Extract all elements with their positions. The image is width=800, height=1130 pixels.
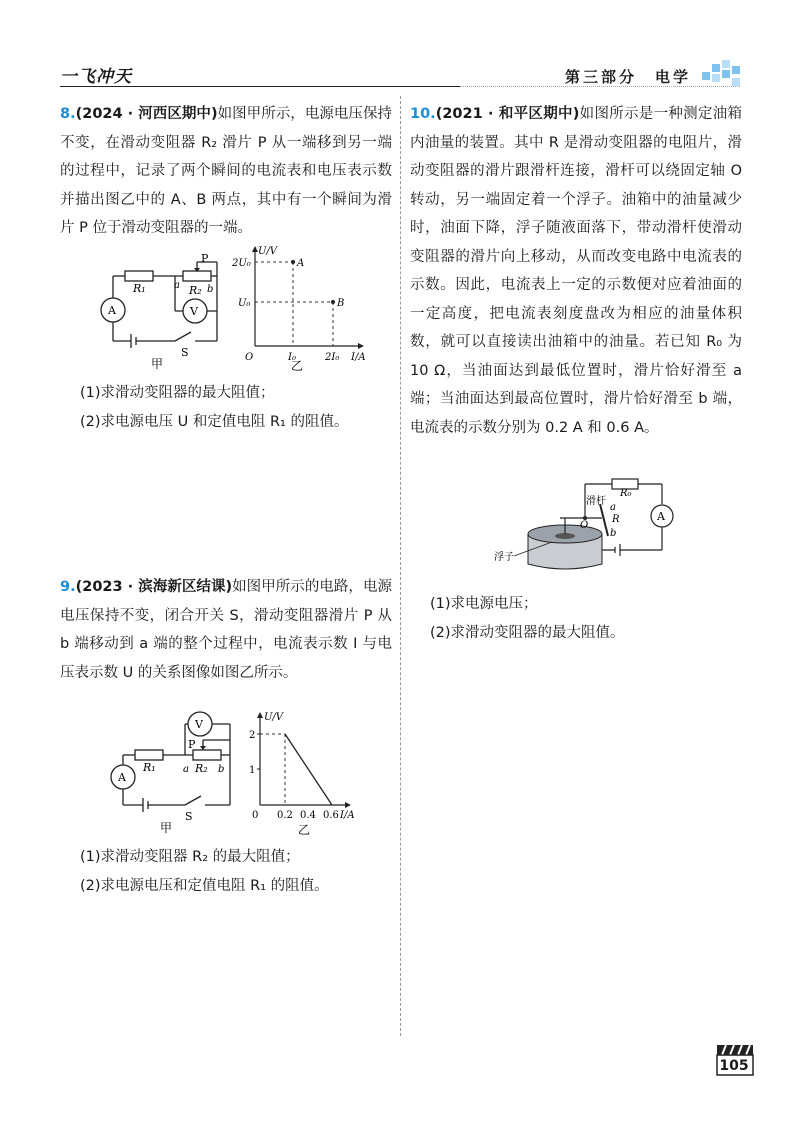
p9-question-1: (1)求滑动变阻器 R₂ 的最大阻值；: [80, 849, 300, 865]
ammeter-label: A: [108, 304, 116, 317]
switch-label: S: [181, 346, 189, 359]
column-divider: [400, 96, 401, 1036]
tick-0.6: 0.6: [323, 810, 339, 821]
p9-figures: [105, 710, 375, 840]
label-R2: R₂: [189, 284, 202, 297]
problem-9: [60, 573, 392, 687]
tick-1: 1: [249, 765, 256, 776]
y-axis-label: U/V: [264, 712, 284, 723]
tick-I0: I₀: [288, 352, 296, 363]
label-R2: R₂: [195, 762, 208, 775]
p8-question-2: (2)求电源电压 U 和定值电阻 R₁ 的阻值。: [80, 414, 349, 430]
graph-line: [285, 734, 332, 805]
label-b: b: [207, 284, 214, 295]
point-B: [331, 300, 335, 304]
tick-U0: U₀: [238, 298, 251, 309]
p10-question-1: (1)求电源电压；: [430, 596, 538, 612]
figure-label-yi: 乙: [298, 823, 311, 837]
label-R: R: [612, 514, 620, 525]
voltmeter-label: V: [195, 718, 203, 731]
problem-text: 如图甲所示的电路，电源电压保持不变，闭合开关 S，滑动变阻器滑片 P 从 b 端移动到 a 端的整个过程中，电流表示数 I 与电压表示数 U 的关系图像如图乙所示。: [60, 579, 392, 681]
decorative-squares-icon: [700, 58, 742, 88]
header-rule: [60, 86, 460, 87]
p10-oil-gauge-figure: [490, 476, 690, 576]
label-float: 浮子: [494, 552, 514, 563]
figure-label-jia: 甲: [160, 821, 173, 835]
label-R0: R₀: [620, 488, 632, 499]
problem-text: 如图所示是一种测定油箱内油量的装置。其中 R 是滑动变阻器的电阻片，滑动变阻器的滑片跟滑杆连接，滑杆可以绕固定轴 O 转动，另一端固定着一个浮子。油箱中的油量减少时，油面下降，浮子随液面落下，带动滑杆使滑动变阻器的滑片向上移动，从而改变电路中电流表的示数。因此，电流表上一定的示数便对应着油面的一定高度，把电流表刻度盘改为相应的油量体积数，就可以直接读出油箱中的油量。若已知 R₀ 为10 Ω，当油面达到最低位置时，滑片恰好滑至 a 端；当油面达到最高位置时，滑片恰好滑至 b 端，电流表的示数分别为 0.2 A 和 0.6 A。: [410, 106, 743, 436]
x-axis-label: I/A: [340, 810, 355, 821]
point-B-label: B: [337, 298, 345, 309]
voltmeter-label: V: [190, 305, 198, 318]
label-b: b: [610, 528, 617, 539]
label-a: a: [183, 764, 189, 775]
label-R1: R₁: [143, 761, 156, 774]
problem-number: 9.: [60, 579, 76, 595]
label-R1: R₁: [133, 282, 146, 295]
section-title: 第三部分 电学: [565, 68, 692, 86]
point-A: [291, 260, 295, 264]
p9-circuit-diagram: [111, 712, 230, 812]
tick-0.2: 0.2: [277, 810, 293, 821]
y-axis-label: U/V: [258, 246, 278, 257]
tick-2I0: 2I₀: [325, 352, 340, 363]
p10-question-2: (2)求滑动变阻器的最大阻值。: [430, 625, 625, 641]
label-P: P: [201, 252, 209, 265]
problem-8: [60, 100, 392, 243]
label-rod: 滑杆: [586, 496, 606, 507]
p8-figures: [95, 246, 395, 376]
problem-source: (2023 · 滨海新区结课): [75, 579, 233, 595]
tick-0.4: 0.4: [300, 810, 316, 821]
figure-label-yi: 乙: [291, 359, 304, 373]
p8-circuit-diagram: [101, 262, 217, 348]
page-number: 105: [719, 1058, 749, 1074]
p9-question-2: (2)求电源电压和定值电阻 R₁ 的阻值。: [80, 878, 329, 894]
label-a: a: [174, 280, 180, 291]
problem-source: (2021 · 和平区期中): [435, 106, 580, 122]
point-A-label: A: [297, 258, 305, 269]
label-O: O: [580, 520, 589, 531]
ammeter-label: A: [118, 771, 126, 784]
book-logo: 一飞冲天: [60, 67, 132, 87]
p9-graph-axes: [260, 716, 347, 805]
origin-label: O: [245, 352, 254, 363]
problem-text: 如图甲所示，电源电压保持不变，在滑动变阻器 R₂ 滑片 P 从一端移到另一端的过程中，记录了两个瞬间的电流表和电压表示数并描出图乙中的 A、B 两点，其中有一个瞬间为滑片 P 位于滑动变阻器的一端。: [60, 106, 393, 236]
p8-question-1: (1)求滑动变阻器的最大阻值；: [80, 385, 275, 401]
label-P: P: [188, 738, 196, 751]
tick-2: 2: [249, 730, 256, 741]
ammeter-label: A: [657, 510, 665, 523]
problem-number: 8.: [60, 106, 76, 122]
problem-number: 10.: [410, 106, 436, 122]
problem-source: (2024 · 河西区期中): [75, 106, 218, 122]
switch-label: S: [185, 810, 193, 823]
problem-10: [410, 100, 742, 442]
x-axis-label: I/A: [351, 352, 366, 363]
label-a: a: [610, 502, 616, 513]
figure-label-jia: 甲: [151, 357, 164, 371]
label-b: b: [218, 764, 225, 775]
tick-2U0: 2U₀: [232, 258, 251, 269]
origin-label: 0: [252, 810, 259, 821]
